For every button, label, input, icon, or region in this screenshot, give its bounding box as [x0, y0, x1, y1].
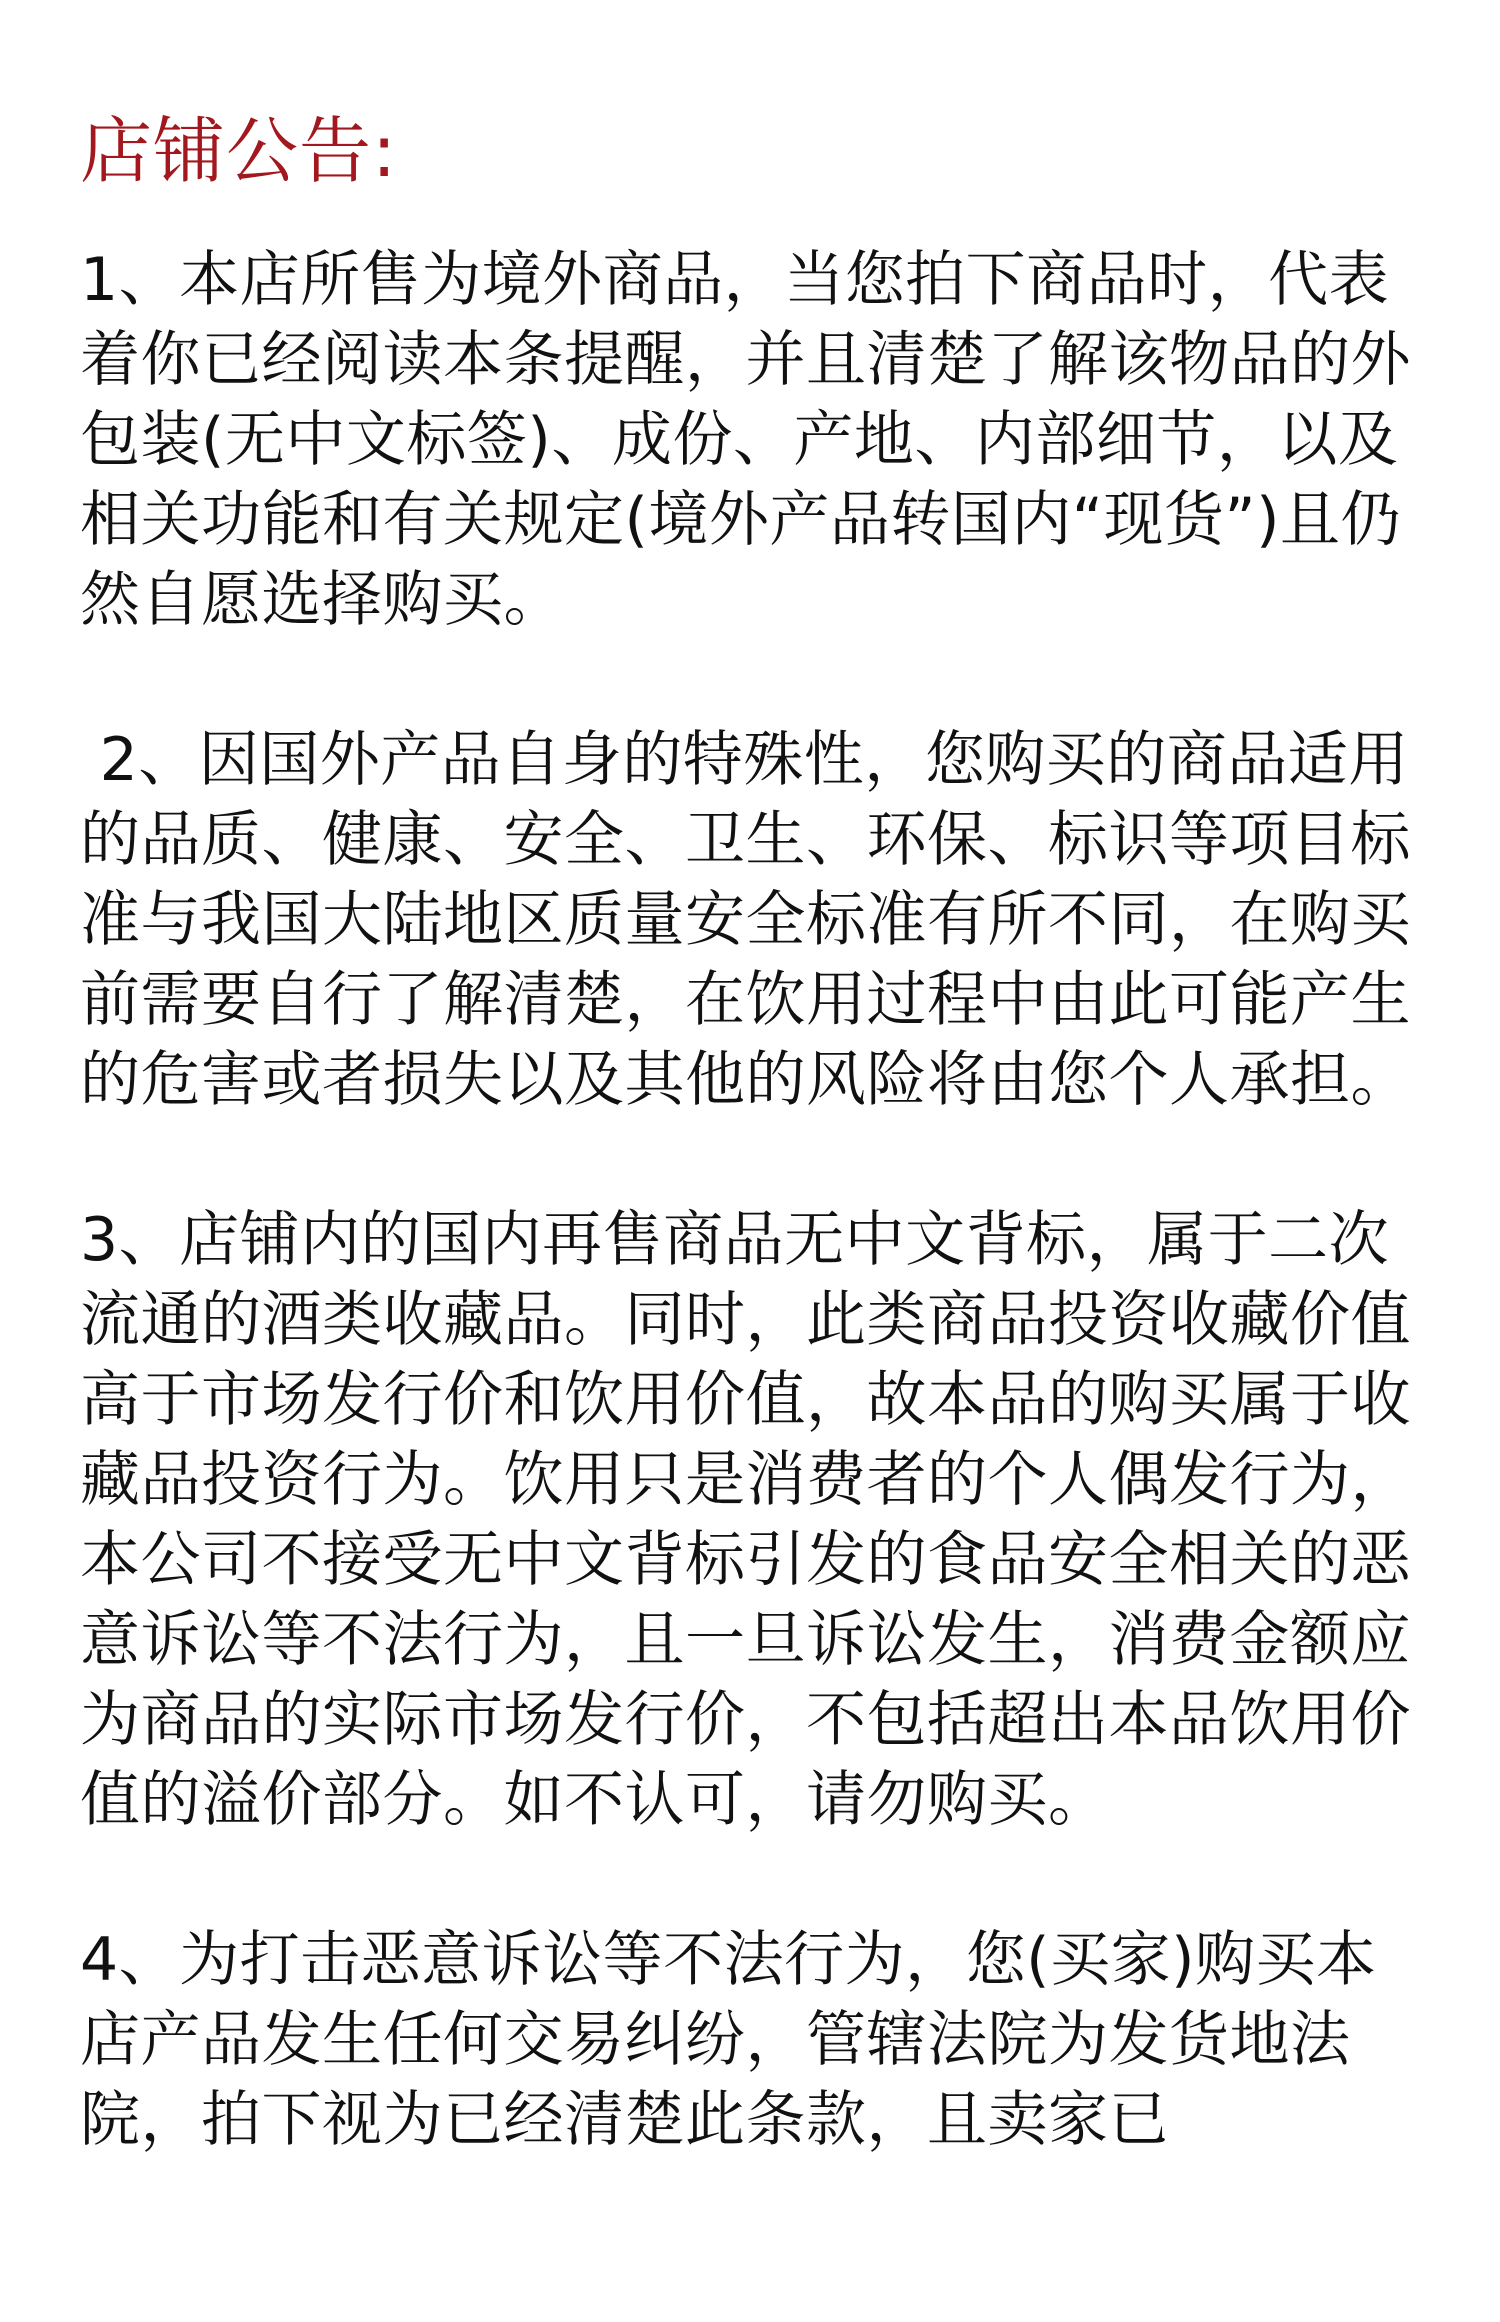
notice-clause-2: 2、因国外产品自身的特殊性，您购买的商品适用的品质、健康、安全、卫生、环保、标识等项目标准与我国大陆地区质量安全标准有所不同，在购买前需要自行了解清楚，在饮用过程中由此可能产生的危害或者损失以及其他的风险将由您个人承担。 — [80, 725, 1411, 1116]
store-notice — [80, 108, 1420, 2240]
notice-title: 店铺公告: — [80, 109, 398, 193]
notice-clause-4: 4、为打击恶意诉讼等不法行为，您(买家)购买本店产品发生任何交易纠纷，管辖法院为发货地法院，拍下视为已经清楚此条款，且卖家已 — [80, 1925, 1377, 2156]
notice-clause-3: 3、店铺内的国内再售商品无中文背标，属于二次流通的酒类收藏品。同时，此类商品投资收藏价值高于市场发行价和饮用价值，故本品的购买属于收藏品投资行为。饮用只是消费者的个人偶发行为，本公司不接受无中文背标引发的食品安全相关的恶意诉讼等不法行为，且一旦诉讼发生，消费金额应为商品的实际市场发行价，不包括超出本品饮用价值的溢价部分。如不认可，请勿购买。 — [80, 1205, 1411, 1836]
notice-clause-1: 1、本店所售为境外商品，当您拍下商品时，代表着你已经阅读本条提醒，并且清楚了解该物品的外包装(无中文标签)、成份、产地、内部细节，以及相关功能和有关规定(境外产品转国内“现货”)且仍然自愿选择购买。 — [80, 245, 1411, 636]
